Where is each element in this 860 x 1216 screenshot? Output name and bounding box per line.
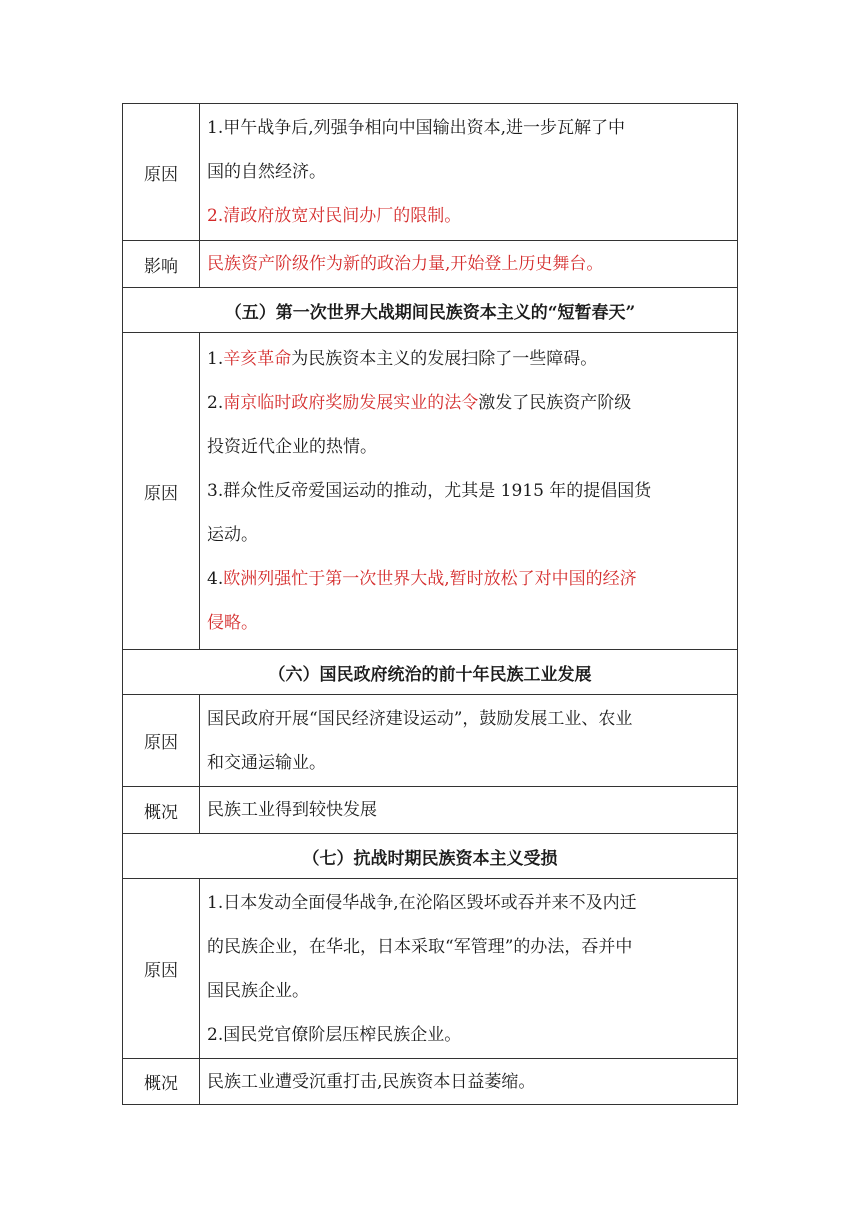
row-content (200, 241, 738, 288)
section-header (123, 834, 738, 879)
row-label: 原因 (123, 333, 200, 650)
text-line: 4.欧洲列强忙于第一次世界大战,暂时放松了对中国的经济 (207, 569, 637, 589)
history-table (122, 103, 738, 1105)
row-label: 原因 (123, 695, 200, 787)
text-line: 运动。 (207, 525, 258, 545)
row-overview-nanjing (123, 787, 738, 834)
row-label: 原因 (123, 879, 200, 1059)
row-impact (123, 241, 738, 288)
text-line: 民族工业得到较快发展 (207, 800, 377, 820)
row-content (200, 104, 738, 241)
section-title: （五）第一次世界大战期间民族资本主义的“短暂春天” (123, 288, 738, 333)
highlight-text: 南京临时政府奖励发展实业的法令 (223, 393, 479, 413)
row-cause-war (123, 879, 738, 1059)
text-line: 国的自然经济。 (207, 162, 326, 182)
row-label: 概况 (123, 1059, 200, 1105)
text-line: 1.甲午战争后,列强争相向中国输出资本,进一步瓦解了中 (207, 118, 626, 138)
section-header (123, 650, 738, 695)
row-content (200, 787, 738, 834)
text-line: 国民族企业。 (207, 980, 309, 1001)
text-line: 的民族企业，在华北，日本采取“军管理”的办法，吞并中 (207, 936, 633, 957)
row-label: 原因 (123, 104, 200, 241)
highlight-text: 侵略。 (207, 613, 258, 633)
row-cause-ww1 (123, 333, 738, 650)
text-line: 投资近代企业的热情。 (207, 437, 377, 457)
text-line: 和交通运输业。 (207, 752, 326, 773)
text-line: 1.辛亥革命为民族资本主义的发展扫除了一些障碍。 (207, 349, 598, 369)
row-label: 影响 (123, 241, 200, 288)
section-title: （七）抗战时期民族资本主义受损 (123, 834, 738, 879)
row-cause-nanjing (123, 695, 738, 787)
row-cause-early (123, 104, 738, 241)
text-line: 3.群众性反帝爱国运动的推动，尤其是 1915 年的提倡国货 (207, 481, 652, 501)
row-overview-war (123, 1059, 738, 1105)
row-content (200, 1059, 738, 1105)
section-header (123, 288, 738, 333)
text-line: 2.国民党官僚阶层压榨民族企业。 (207, 1024, 462, 1045)
highlight-text: 2.清政府放宽对民间办厂的限制。 (207, 206, 462, 226)
row-label: 概况 (123, 787, 200, 834)
highlight-text: 欧洲列强忙于第一次世界大战,暂时放松了对中国的经济 (223, 569, 637, 589)
section-title: （六）国民政府统治的前十年民族工业发展 (123, 650, 738, 695)
text-line: 1.日本发动全面侵华战争,在沦陷区毁坏或吞并来不及内迁 (207, 892, 637, 913)
text-line: 2.南京临时政府奖励发展实业的法令激发了民族资产阶级 (207, 393, 632, 413)
row-content (200, 879, 738, 1059)
text-line: 国民政府开展“国民经济建设运动”，鼓励发展工业、农业 (207, 708, 633, 729)
row-content (200, 333, 738, 650)
row-content (200, 695, 738, 787)
highlight-text: 辛亥革命 (223, 349, 292, 369)
highlight-text: 民族资产阶级作为新的政治力量,开始登上历史舞台。 (207, 254, 604, 274)
text-line: 民族工业遭受沉重打击,民族资本日益萎缩。 (207, 1071, 536, 1092)
